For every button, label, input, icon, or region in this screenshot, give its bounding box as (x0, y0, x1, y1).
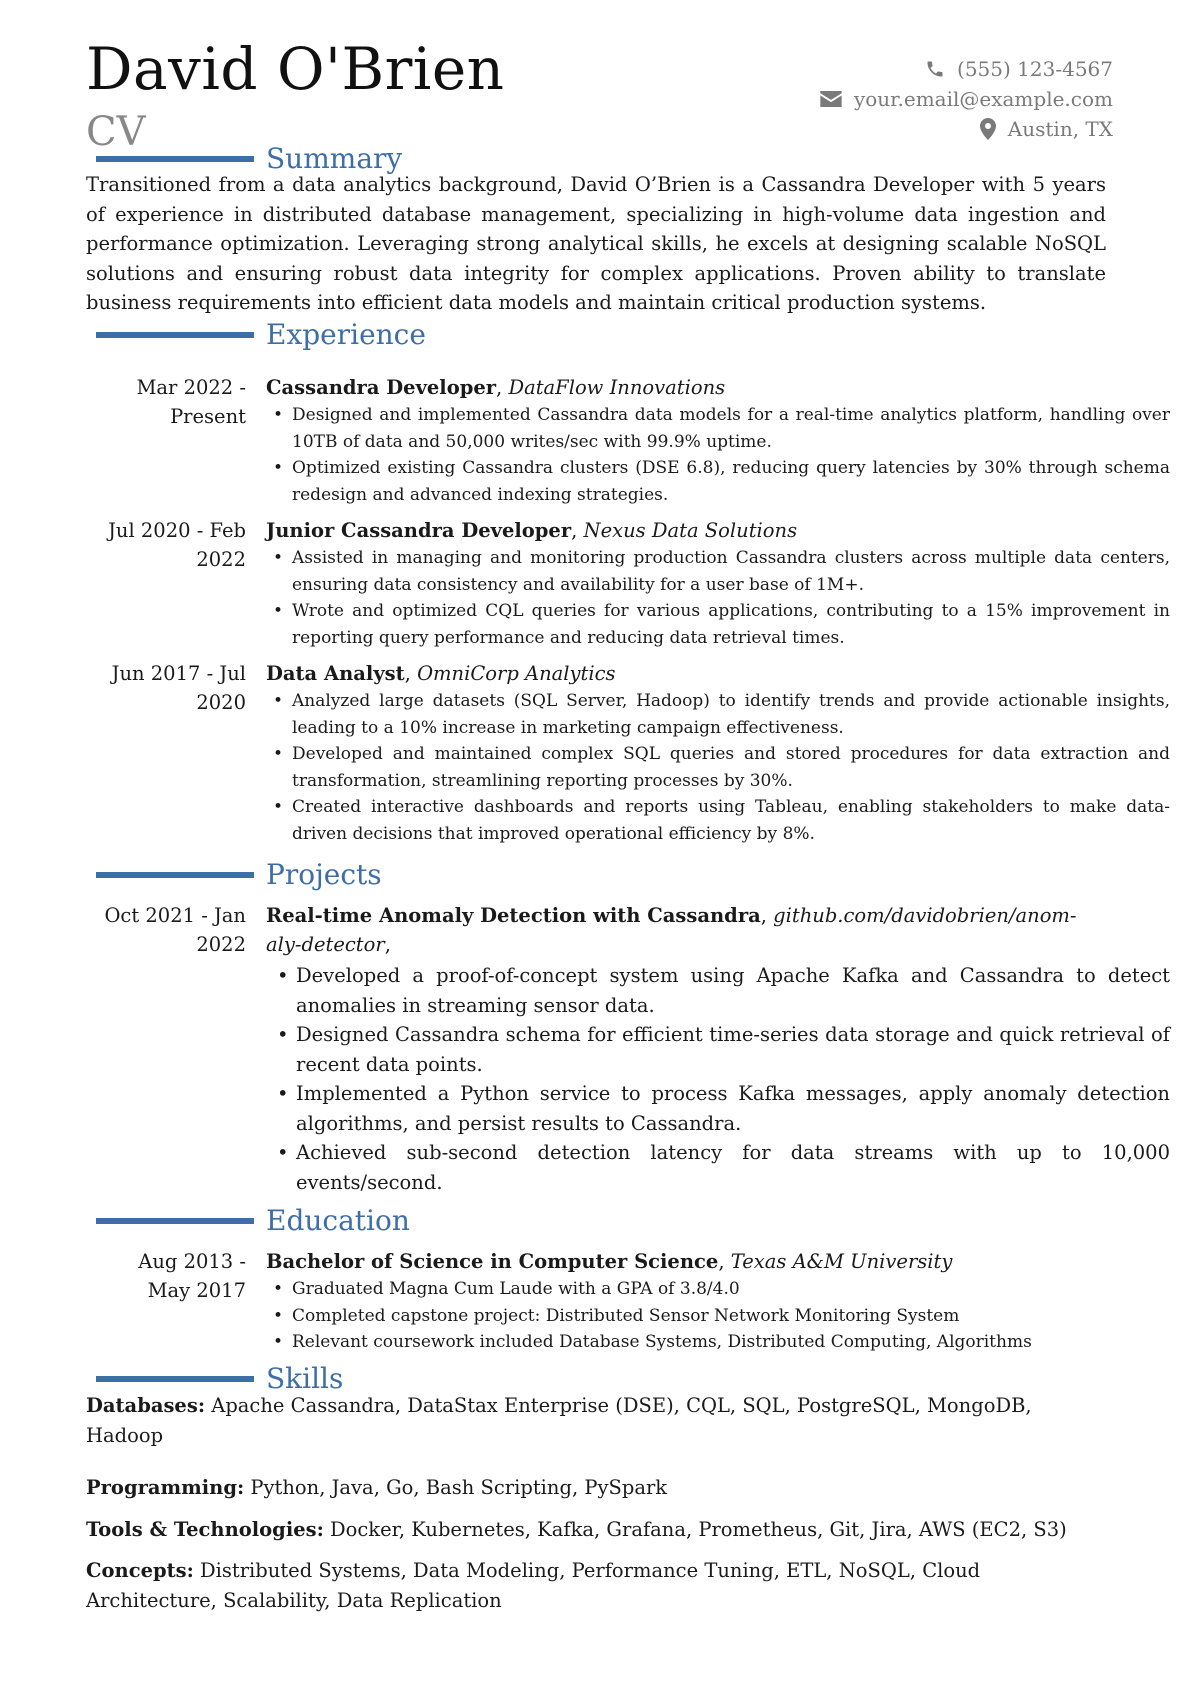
entry-bullets (266, 688, 1178, 847)
entry-date: Aug 2013 - May 2017 (138, 1250, 246, 1302)
skill-value: Python, Java, Go, Bash Scripting, PySpark (250, 1476, 668, 1499)
list-item: • Analyzed large datasets (SQL Server, Hadoop) to identify trends and provide actionable insights, leading to a 10% increase in marketing campaign effectiveness. (292, 688, 1178, 741)
school-name: Texas A&M University (730, 1250, 953, 1273)
list-item: • Designed and implemented Cassandra data models for a real-time analytics platform, handling over 10TB of data and 50,000 writes/sec with 99.9% uptime. (292, 402, 1178, 455)
list-item: • Developed a proof-of-concept system using Apache Kafka and Cassandra to detect anomalies in streaming sensor data. (296, 961, 1178, 1020)
person-name: David O'Brien (86, 35, 505, 103)
section-title: Skills (266, 1362, 344, 1395)
skill-value: Distributed Systems, Data Modeling, Performance Tuning, ETL, NoSQL, Cloud Architecture, Scalability, Data Replication (86, 1559, 981, 1612)
degree-title: Bachelor of Science in Computer Science (266, 1250, 719, 1273)
entry-date: Jul 2020 - Feb 2022 (108, 519, 246, 571)
entry-heading: Real-time Anomaly Detection with Cassandra, github.com/davidobrien/anom- (266, 904, 1077, 927)
skill-row (86, 1515, 1110, 1545)
list-item: • Implemented a Python service to process Kafka messages, apply anomaly detection algorithms, and persist results to Cassandra. (296, 1079, 1178, 1138)
company-name: OmniCorp Analytics (417, 662, 616, 685)
section-heading-education (96, 1204, 410, 1238)
map-pin-icon (980, 118, 996, 140)
entry-heading: Junior Cassandra Developer, Nexus Data Solutions (266, 519, 798, 542)
entry-bullets (266, 961, 1178, 1197)
entry-heading: Data Analyst, OmniCorp Analytics (266, 662, 616, 685)
location-text: Austin, TX (1007, 117, 1113, 141)
contact-info (820, 54, 1113, 144)
job-title: Data Analyst (266, 662, 405, 685)
skill-row (86, 1556, 1110, 1615)
list-item: • Optimized existing Cassandra clusters (DSE 6.8), reducing query latencies by 30% through schema redesign and advanced indexing strategies. (292, 455, 1178, 508)
entry-date: Mar 2022 - Present (136, 376, 246, 428)
entry-bullets (266, 545, 1178, 651)
skill-value: Docker, Kubernetes, Kafka, Grafana, Prometheus, Git, Jira, AWS (EC2, S3) (330, 1518, 1067, 1541)
list-item: • Wrote and optimized CQL queries for various applications, contributing to a 15% improvement in reporting query performance and reducing data retrieval times. (292, 598, 1178, 651)
list-item: • Created interactive dashboards and reports using Tableau, enabling stakeholders to make data-driven decisions that improved operational efficiency by 8%. (292, 794, 1178, 847)
skill-row (86, 1391, 1110, 1450)
section-title: Projects (266, 858, 382, 891)
list-item: • Assisted in managing and monitoring production Cassandra clusters across multiple data centers, ensuring data consistency and availability for a user base of 1M+. (292, 545, 1178, 598)
project-link-continued[interactable]: aly-detector (266, 933, 385, 956)
phone-text: (555) 123-4567 (957, 57, 1113, 81)
contact-phone (820, 54, 1113, 84)
company-name: DataFlow Innovations (508, 376, 726, 399)
envelope-icon (820, 91, 842, 107)
list-item: • Achieved sub-second detection latency for data streams with up to 10,000 events/second. (296, 1138, 1178, 1197)
skill-label: Concepts: (86, 1559, 194, 1582)
list-item: • Developed and maintained complex SQL queries and stored procedures for data extraction and transformation, streamlining reporting processes by 30%. (292, 741, 1178, 794)
section-rule (96, 1376, 254, 1382)
entry-bullets (266, 1276, 1178, 1356)
skill-label: Tools & Technologies: (86, 1518, 324, 1541)
cv-page: David O'Brien CV (555) 123-4567 your.email@example.com Austin, TX Summary Transitioned from a data analytics background, David O’Brien is a Cassandra Developer with 5 years of experience in distributed database management, specializing in high-volume data ingestion and performance optimization. Leveraging strong analytical skills, he excels at designing scalable NoSQL solutions and ensuring robust data integrity for complex applications. Proven ability to translate business requirements into efficient data models and maintain critical production systems. Experience Mar 2022 - Present Cassandra Developer, DataFlow Innovations • Designed and implemented Cassandra data models for a real-time analytics platform, handling over 10TB of data and 50,000 writes/sec with 99.9% uptime. • Optimized existing Cassandra clusters (DSE 6.8), reducing query latencies by 30% through schema redesign and advanced indexing strategies. Jul 2020 - Feb 2022 Junior Cassandra Developer, Nexus Data Solutions • Assisted in managing and monitoring production Cassandra clusters across multiple data centers, ensuring data consistency and availability for a user base of 1M+. • Wrote and optimized CQL queries for various applications, contributing to a 15% improvement in reporting query performance and reducing data retrieval times. Jun 2017 - Jul 2020 Data Analyst, OmniCorp Analytics • Analyzed large datasets (SQL Server, Hadoop) to identify trends and provide actionable insights, leading to a 10% increase in marketing campaign effectiveness. • Developed and maintained complex SQL queries and stored procedures for data extraction and transformation, streamlining reporting processes by 30%. • Created interactive dashboards and reports using Tableau, enabling stakeholders to make data-driven decisions that improved operational efficiency by 8%. Projects Oct 2021 - Jan 2022 Real-time Anomaly Detection with Cassandra, github.com/davidobrien/anom- aly-detector, • Developed a proof-of-concept system using Apache Kafka and Cassandra to detect anomalies in streaming sensor data. • Designed Cassandra schema for efficient time-series data storage and quick retrieval of recent data points. • Implemented a Python service to process Kafka messages, apply anomaly detection algorithms, and persist results to Cassandra. • Achieved sub-second detection latency for data streams with up to 10,000 events/second. Education Aug 2013 - May 2017 Bachelor of Science in Computer Science, Texas A&M University • Graduated Magna Cum Laude with a GPA of 3.8/4.0 • Completed capstone project: Distributed Sensor Network Monitoring System • Relevant coursework included Database Systems, Distributed Computing, Algorithms Skills Databases: Apache Cassandra, DataStax Enterprise (DSE), CQL, SQL, PostgreSQL, MongoDB, Hadoop Programming: Python, Java, Go, Bash Scripting, PySpark Tools & Technologies: Docker, Kubernetes, Kafka, Grafana, Prometheus, Git, Jira, AWS (EC2, S3) Concepts: Distributed Systems, Data Modeling, Performance Tuning, ETL, NoSQL, Cloud Architecture, Scalability, Data Replication (0, 0, 1190, 1683)
company-name: Nexus Data Solutions (583, 519, 798, 542)
section-rule (96, 872, 254, 878)
document-subtitle: CV (86, 109, 146, 155)
section-title: Summary (266, 142, 403, 175)
section-title: Education (266, 1204, 410, 1237)
entry-heading: Cassandra Developer, DataFlow Innovations (266, 376, 726, 399)
section-heading-experience (96, 318, 426, 352)
list-item: • Relevant coursework included Database Systems, Distributed Computing, Algorithms (292, 1329, 1178, 1356)
entry-bullets (266, 402, 1178, 508)
section-rule (96, 332, 254, 338)
entry-date: Jun 2017 - Jul 2020 (111, 662, 246, 714)
project-title: Real-time Anomaly Detection with Cassandra (266, 904, 761, 927)
section-title: Experience (266, 318, 426, 351)
job-title: Cassandra Developer (266, 376, 497, 399)
job-title: Junior Cassandra Developer (266, 519, 572, 542)
list-item: • Graduated Magna Cum Laude with a GPA of 3.8/4.0 (292, 1276, 1178, 1303)
contact-location (820, 114, 1113, 144)
section-heading-projects (96, 858, 382, 892)
skill-row (86, 1473, 1110, 1503)
phone-icon (925, 59, 945, 79)
skill-label: Programming: (86, 1476, 245, 1499)
section-rule (96, 156, 254, 162)
email-link[interactable]: your.email@example.com (853, 87, 1113, 111)
skill-value: Apache Cassandra, DataStax Enterprise (DSE), CQL, SQL, PostgreSQL, MongoDB, Hadoop (86, 1394, 1032, 1447)
entry-heading: Bachelor of Science in Computer Science, Texas A&M University (266, 1250, 953, 1273)
summary-text: Transitioned from a data analytics background, David O’Brien is a Cassandra Developer with 5 years of experience in distributed database management, specializing in high-volume data ingestion and performance optimization. Leveraging strong analytical skills, he excels at designing scalable NoSQL solutions and ensuring robust data integrity for complex applications. Proven ability to translate business requirements into efficient data models and maintain critical production systems. (86, 173, 1106, 314)
section-rule (96, 1218, 254, 1224)
list-item: • Designed Cassandra schema for efficient time-series data storage and quick retrieval of recent data points. (296, 1020, 1178, 1079)
list-item: • Completed capstone project: Distributed Sensor Network Monitoring System (292, 1303, 1178, 1330)
project-link[interactable]: github.com/davidobrien/anom- (773, 904, 1077, 927)
skill-label: Databases: (86, 1394, 206, 1417)
contact-email[interactable] (820, 84, 1113, 114)
entry-date: Oct 2021 - Jan 2022 (104, 904, 246, 956)
